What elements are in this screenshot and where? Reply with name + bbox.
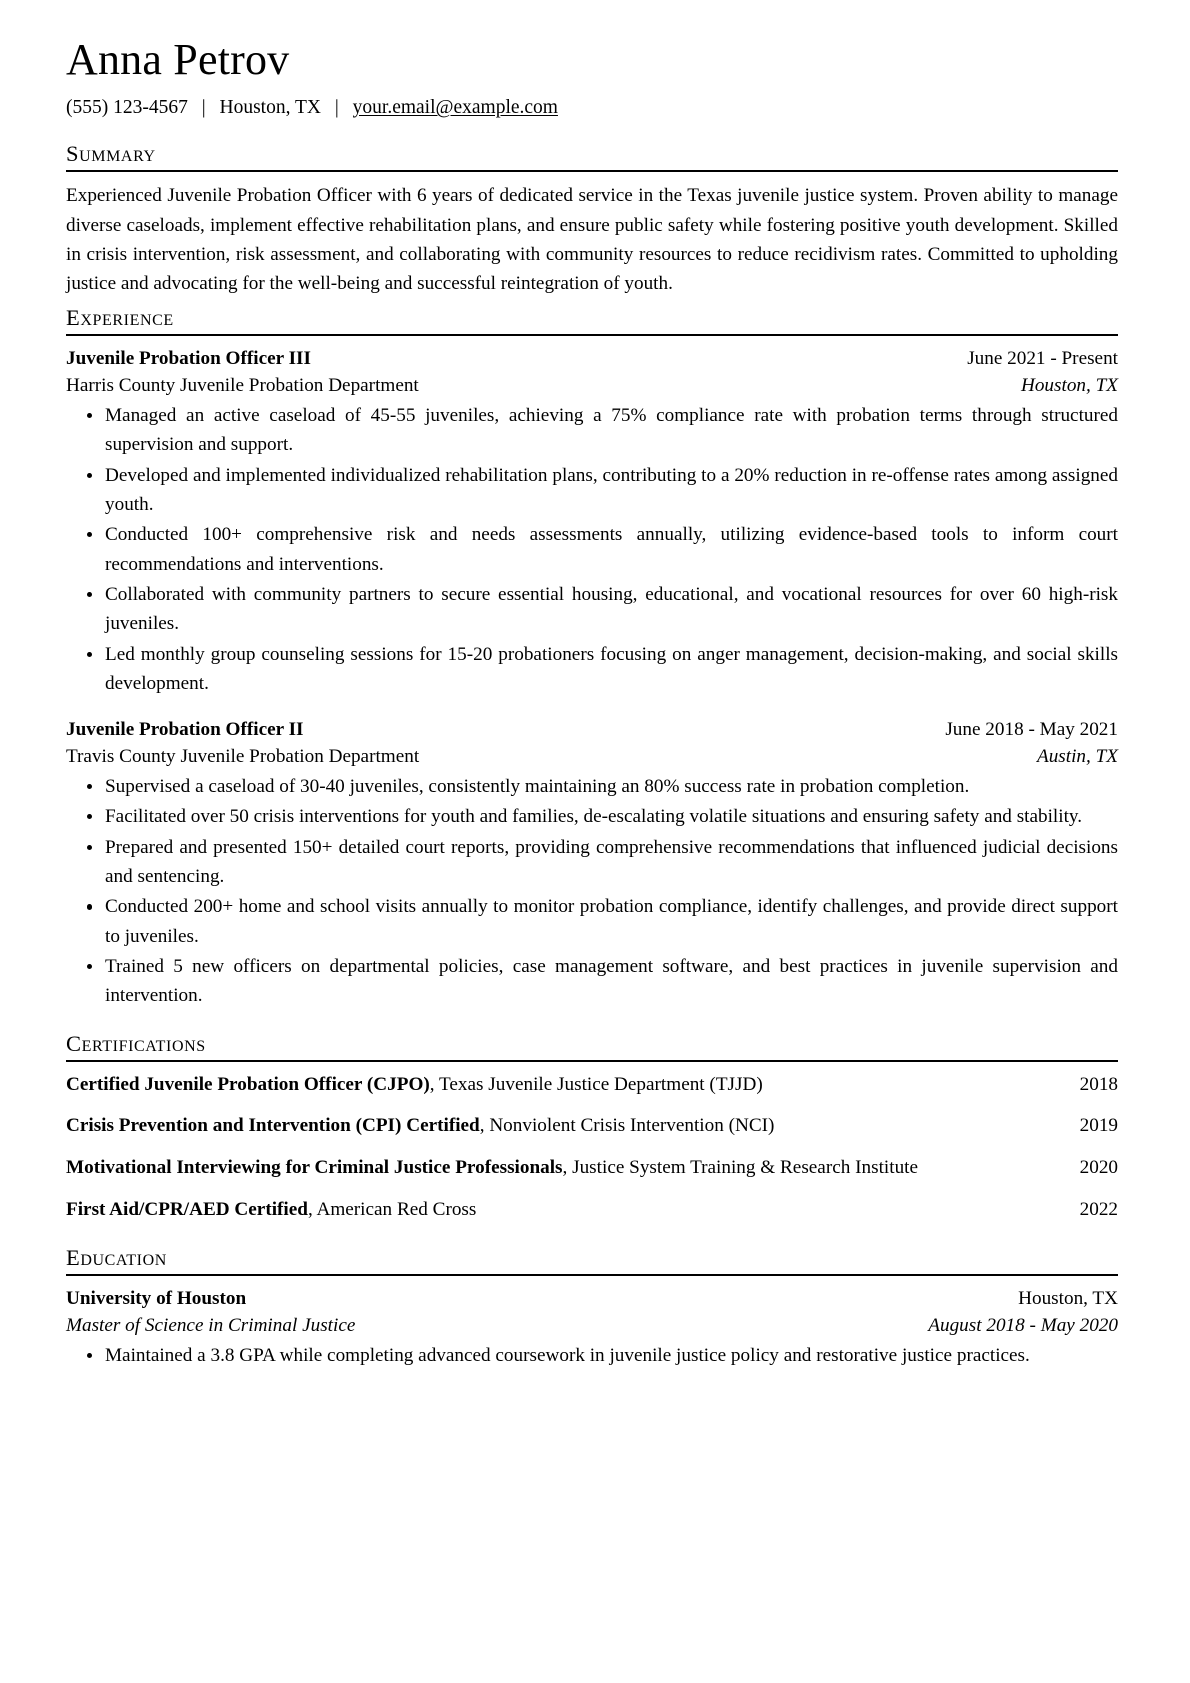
certification-name: Crisis Prevention and Intervention (CPI) Certified bbox=[66, 1115, 480, 1137]
section-heading-experience: Experience bbox=[66, 304, 174, 330]
certification-year: 2018 bbox=[1079, 1073, 1118, 1095]
contact-separator: | bbox=[334, 96, 339, 118]
job-dates: June 2021 - Present bbox=[967, 347, 1118, 369]
experience-entry bbox=[66, 345, 1118, 699]
job-bullet-list bbox=[66, 401, 1118, 699]
entry-org-row bbox=[66, 372, 1118, 400]
certification-list bbox=[66, 1071, 1118, 1225]
list-item: Trained 5 new officers on departmental policies, case management software, and best practices in juvenile supervision and intervention. bbox=[66, 952, 1118, 1011]
summary-text: Experienced Juvenile Probation Officer with 6 years of dedicated service in the Texas juvenile justice system. Proven ability to manage diverse caseloads, implement effective rehabilitation plans, and ensure public safety while fostering positive youth development. Skilled in crisis intervention, risk assessment, and collaborating with community resources to reduce recidivism rates. Committed to upholding justice and advocating for the well-being and successful reintegration of youth. bbox=[66, 185, 1118, 295]
list-item: Facilitated over 50 crisis interventions for youth and families, de-escalating volatile situations and ensuring safety and stability. bbox=[66, 802, 1118, 831]
entry-degree-row bbox=[66, 1312, 1118, 1340]
certification-comma: , bbox=[479, 1115, 490, 1137]
layout-spacer bbox=[66, 1229, 1118, 1239]
school-location: Houston, TX bbox=[1018, 1287, 1118, 1309]
job-location: Houston, TX bbox=[1020, 375, 1118, 397]
section-divider bbox=[66, 1274, 1118, 1276]
section-education bbox=[66, 1245, 1118, 1371]
certification-issuer: Texas Juvenile Justice Department (TJJD) bbox=[439, 1073, 763, 1095]
education-entry bbox=[66, 1285, 1118, 1371]
section-divider bbox=[66, 170, 1118, 172]
certification-entry bbox=[66, 1154, 1118, 1183]
list-item: Prepared and presented 150+ detailed court reports, providing comprehensive recommendations that influenced judicial decisions and sentencing. bbox=[66, 833, 1118, 892]
job-dates: June 2018 - May 2021 bbox=[945, 718, 1118, 740]
job-bullet-list bbox=[66, 772, 1118, 1011]
certification-comma: , bbox=[429, 1073, 440, 1095]
section-heading-certifications: Certifications bbox=[66, 1030, 206, 1056]
certification-issuer: Nonviolent Crisis Intervention (NCI) bbox=[489, 1115, 775, 1137]
page-title: Anna Petrov bbox=[66, 35, 290, 84]
section-summary bbox=[66, 141, 1118, 298]
certification-issuer: Justice System Training & Research Institute bbox=[572, 1157, 919, 1179]
resume-header bbox=[66, 35, 1118, 120]
list-item: Managed an active caseload of 45-55 juveniles, achieving a 75% compliance rate with probation terms through structured supervision and support. bbox=[66, 401, 1118, 460]
entry-org-row bbox=[66, 743, 1118, 771]
entry-school-row bbox=[66, 1285, 1118, 1313]
job-organization: Harris County Juvenile Probation Department bbox=[66, 375, 419, 397]
certification-name: Certified Juvenile Probation Officer (CJPO) bbox=[66, 1073, 430, 1095]
email-link[interactable]: your.email@example.com bbox=[352, 96, 558, 118]
experience-entry bbox=[66, 716, 1118, 1011]
list-item: Conducted 200+ home and school visits annually to monitor probation compliance, identify challenges, and provide direct support to juveniles. bbox=[66, 892, 1118, 951]
entry-title-row bbox=[66, 345, 1118, 373]
contact-separator: | bbox=[201, 96, 206, 118]
layout-spacer bbox=[66, 1015, 1118, 1025]
certification-year: 2022 bbox=[1079, 1199, 1118, 1221]
list-item: Supervised a caseload of 30-40 juveniles, consistently maintaining an 80% success rate in probation completion. bbox=[66, 772, 1118, 801]
certification-entry bbox=[66, 1071, 1118, 1100]
job-organization: Travis County Juvenile Probation Department bbox=[66, 746, 420, 768]
list-item: Conducted 100+ comprehensive risk and needs assessments annually, utilizing evidence-based tools to inform court recommendations and interventions. bbox=[66, 520, 1118, 579]
certification-year: 2020 bbox=[1079, 1157, 1118, 1179]
school-name: University of Houston bbox=[66, 1287, 247, 1309]
certification-name: Motivational Interviewing for Criminal Justice Professionals bbox=[66, 1157, 563, 1179]
certification-entry bbox=[66, 1112, 1118, 1141]
list-item: Developed and implemented individualized rehabilitation plans, contributing to a 20% reduction in re-offense rates among assigned youth. bbox=[66, 461, 1118, 520]
degree-dates: August 2018 - May 2020 bbox=[928, 1315, 1118, 1337]
section-divider bbox=[66, 334, 1118, 336]
certification-issuer: American Red Cross bbox=[316, 1199, 477, 1221]
list-item: Led monthly group counseling sessions for 15-20 probationers focusing on anger management, decision-making, and social skills development. bbox=[66, 640, 1118, 699]
job-location: Austin, TX bbox=[1036, 746, 1118, 768]
contact-line bbox=[66, 96, 1118, 120]
location-text: Houston, TX bbox=[219, 96, 321, 118]
certification-name: First Aid/CPR/AED Certified bbox=[66, 1199, 308, 1221]
certification-entry bbox=[66, 1196, 1118, 1225]
list-item: Maintained a 3.8 GPA while completing advanced coursework in juvenile justice policy and restorative justice practices. bbox=[66, 1341, 1118, 1370]
certification-year: 2019 bbox=[1079, 1115, 1118, 1137]
section-certifications bbox=[66, 1031, 1118, 1225]
job-title: Juvenile Probation Officer II bbox=[66, 718, 304, 740]
list-item: Collaborated with community partners to secure essential housing, educational, and vocational resources for over 60 high-risk juveniles. bbox=[66, 580, 1118, 639]
section-heading-education: Education bbox=[66, 1244, 167, 1270]
phone-number: (555) 123-4567 bbox=[66, 96, 188, 118]
education-bullet-list bbox=[66, 1341, 1118, 1370]
degree-name: Master of Science in Criminal Justice bbox=[66, 1315, 356, 1337]
section-divider bbox=[66, 1060, 1118, 1062]
certification-comma: , bbox=[307, 1199, 317, 1221]
job-title: Juvenile Probation Officer III bbox=[66, 347, 311, 369]
entry-title-row bbox=[66, 716, 1118, 744]
section-experience bbox=[66, 305, 1118, 1011]
certification-comma: , bbox=[562, 1157, 573, 1179]
section-heading-summary: Summary bbox=[66, 141, 156, 167]
